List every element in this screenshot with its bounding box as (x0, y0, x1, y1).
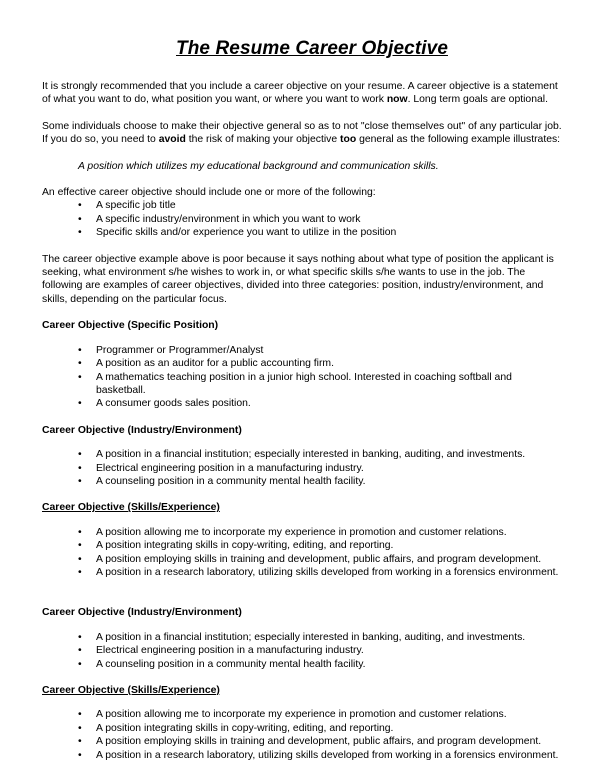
list-item: • A specific job title (42, 199, 562, 212)
list-item: • Electrical engineering position in a manufacturing industry. (42, 644, 562, 657)
intro-paragraph-1 (42, 80, 562, 107)
section-title-skills-experience: Career Objective (Skills/Experience) (42, 502, 220, 514)
section-list-industry-environment (42, 448, 562, 488)
list-item: • A position integrating skills in copy-writing, editing, and reporting. (42, 539, 562, 552)
list-item: • A consumer goods sales position. (42, 397, 562, 410)
section-list-skills-experience-repeat (42, 708, 562, 762)
intro-p2-bold-avoid: avoid (158, 134, 186, 146)
list-item: • A counseling position in a community mental health facility. (42, 475, 562, 488)
section-list-industry-environment-repeat (42, 631, 562, 671)
section-list-specific-position (42, 344, 562, 411)
list-item: • A position in a research laboratory, utilizing skills developed from working in a forensics environment. (42, 566, 562, 579)
list-item: • Electrical engineering position in a manufacturing industry. (42, 462, 562, 475)
list-item: • A position in a financial institution; especially interested in banking, auditing, and investments. (42, 448, 562, 461)
intro-p2-text: Some individuals choose to make their objective general so as to not "close themselves out" of any particular job. If you do so, you need to (42, 120, 562, 146)
section-list-skills-experience (42, 526, 562, 580)
intro-paragraph-2 (42, 120, 562, 147)
intro-list (42, 199, 562, 239)
list-item: • A position in a research laboratory, utilizing skills developed from working in a forensics environment. (42, 749, 562, 762)
intro-paragraph-3: An effective career objective should include one or more of the following: (42, 187, 376, 199)
intro-paragraph-4: The career objective example above is poor because it says nothing about what type of position the applicant is seeking, what environment s/he wishes to work in, or what specific skills s/he wants to use in the job. The following are examples of career objectives, divided into three categories: position, industry/environment, and skills, depending on the particular focus. (42, 253, 554, 305)
section-title-industry-environment-repeat: Career Objective (Industry/Environment) (42, 607, 242, 619)
list-item: • Specific skills and/or experience you want to utilize in the position (42, 226, 562, 239)
list-item: • A position employing skills in training and development, public affairs, and program development. (42, 735, 562, 748)
section-title-skills-experience-repeat: Career Objective (Skills/Experience) (42, 685, 220, 696)
intro-p2-bold-too: too (340, 134, 357, 146)
intro-p1-text: It is strongly recommended that you include a career objective on your resume. A career objective is a statement of what you want to do, what position you want, or where you want to work (42, 81, 558, 106)
list-item: • A position integrating skills in copy-writing, editing, and reporting. (42, 722, 562, 735)
list-item: • Programmer or Programmer/Analyst (42, 344, 562, 357)
intro-p2-text-middle: the risk of making your objective (185, 134, 341, 146)
intro-p2-text-end: general as the following example illustrates: (356, 134, 561, 146)
list-item: • A position as an auditor for a public accounting firm. (42, 357, 562, 370)
list-item: • A counseling position in a community mental health facility. (42, 658, 562, 671)
list-item: • A mathematics teaching position in a junior high school. Interested in coaching softball and basketball. (42, 371, 562, 398)
list-item: • A specific industry/environment in which you want to work (42, 213, 562, 226)
list-item: • A position employing skills in training and development, public affairs, and program development. (42, 553, 562, 566)
intro-p1-text-end: . Long term goals are optional. (407, 94, 548, 106)
intro-p1-bold: now (386, 94, 408, 106)
list-item: • A position in a financial institution; especially interested in banking, auditing, and investments. (42, 631, 562, 644)
document-page (42, 38, 562, 775)
poor-example: A position which utilizes my educational background and communication skills. (78, 160, 439, 172)
list-item: • A position allowing me to incorporate my experience in promotion and customer relations. (42, 708, 562, 721)
section-title-industry-environment: Career Objective (Industry/Environment) (42, 424, 242, 436)
section-title-specific-position: Career Objective (Specific Position) (42, 320, 219, 332)
list-item: • A position allowing me to incorporate my experience in promotion and customer relations. (42, 526, 562, 539)
page-title: The Resume Career Objective (176, 38, 448, 59)
